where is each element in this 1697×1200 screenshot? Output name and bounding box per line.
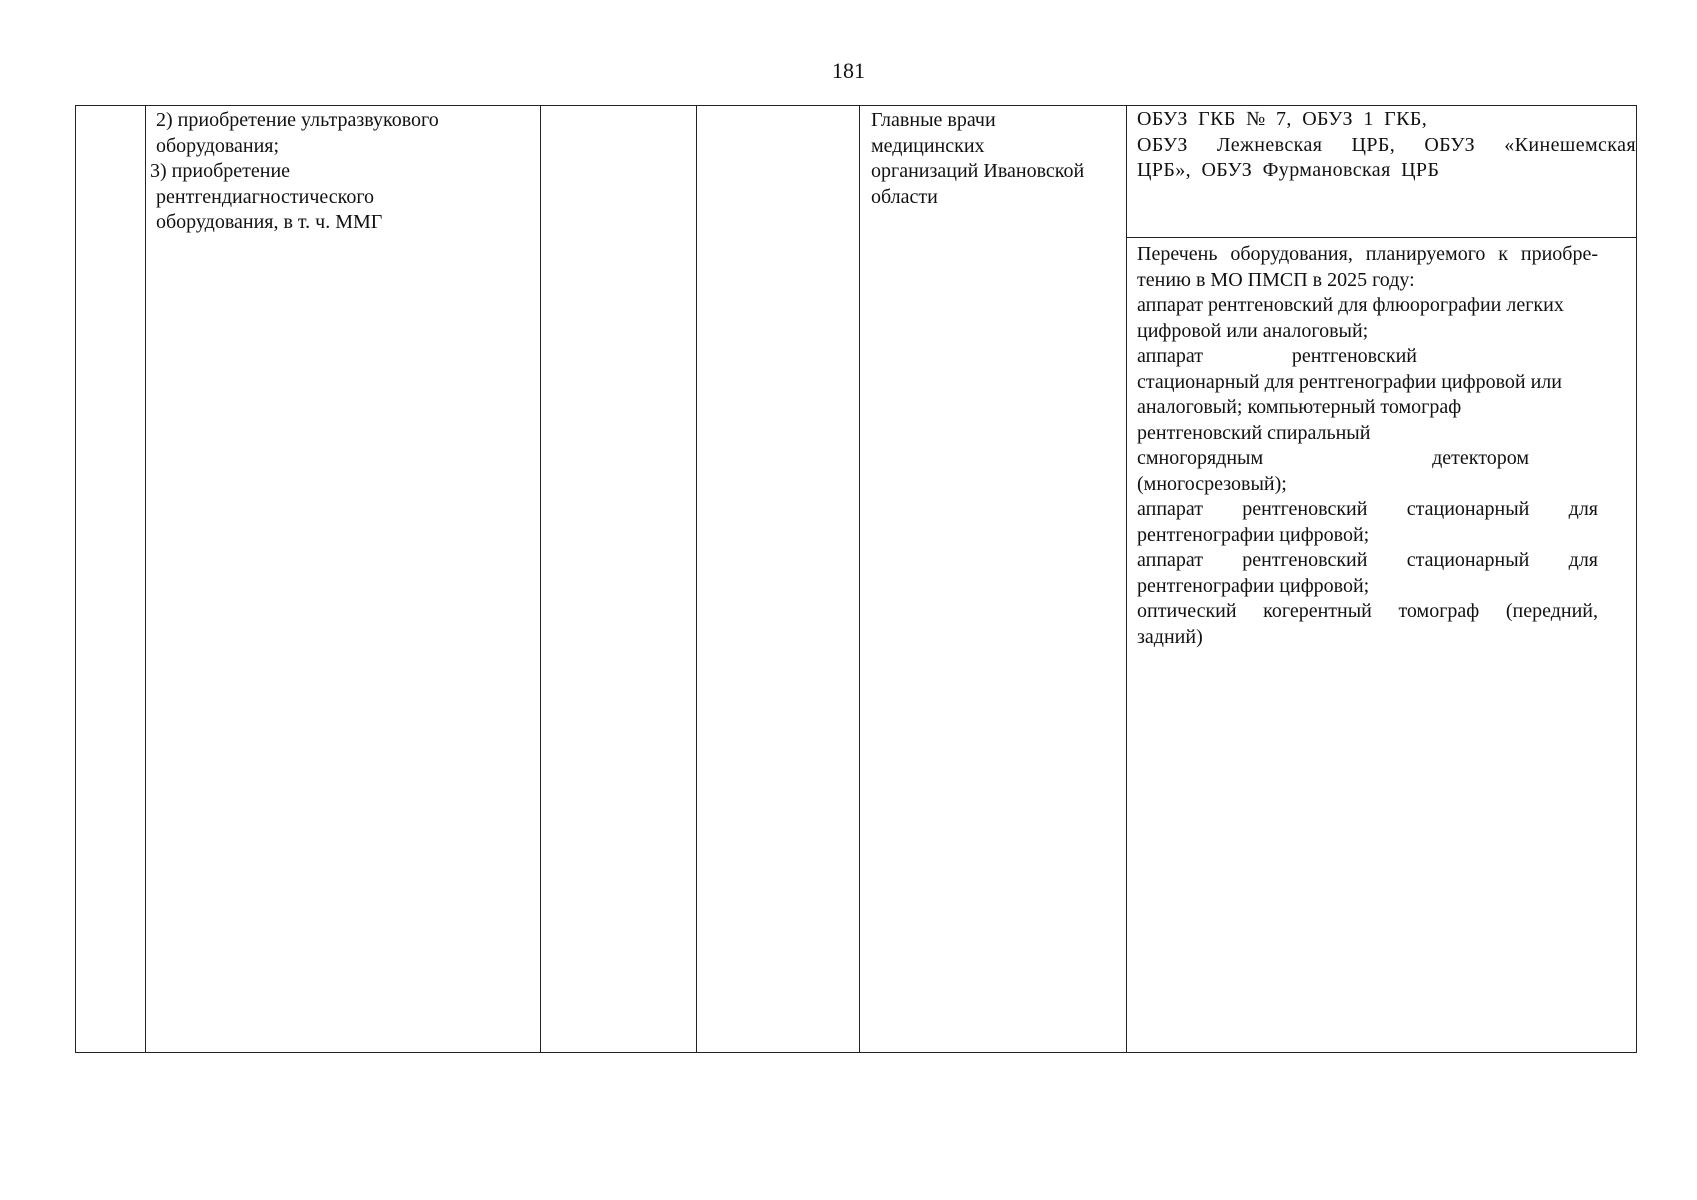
equipment-list-block	[1127, 238, 1636, 1052]
measure-line: 2) приобретение ультразвукового	[156, 109, 439, 131]
row-number-cell	[76, 106, 146, 1053]
organization-line: ОБУЗ Лежневская ЦРБ, ОБУЗ «Кинешемская	[1137, 133, 1636, 156]
responsible-cell	[860, 106, 1127, 1053]
equipment-line: оптический когерентный томограф (передний,	[1137, 600, 1598, 622]
page-number: 181	[832, 58, 865, 83]
equipment-line: Перечень оборудования, планируемого к приобре-	[1137, 243, 1598, 265]
organization-line: ЦРБ», ОБУЗ Фурмановская ЦРБ	[1137, 159, 1440, 181]
empty-cell-deadline-end	[697, 106, 860, 1053]
equipment-line: рентгеновский спиральный	[1137, 421, 1371, 444]
equipment-line: аппарат рентгеновский стационарный для	[1137, 498, 1598, 520]
equipment-line: стационарный для рентгенографии цифровой или	[1137, 370, 1562, 393]
measure-line: рентгендиагностического	[156, 185, 375, 208]
equipment-line: (многосрезовый);	[1137, 472, 1287, 495]
equipment-line: аппарат рентгеновский стационарный для	[1137, 549, 1598, 571]
equipment-line: рентгенографии цифровой;	[1137, 574, 1370, 597]
measure-description-cell	[146, 106, 541, 1053]
equipment-line: аналоговый; компьютерный томограф	[1137, 396, 1462, 418]
equipment-line: тению в МО ПМСП в 2025 году:	[1137, 268, 1415, 291]
measure-line: оборудования, в т. ч. ММГ	[156, 211, 383, 233]
equipment-line: задний)	[1137, 625, 1203, 648]
measures-table	[75, 105, 1637, 1053]
responsible-line: области	[871, 185, 938, 208]
equipment-line: аппарат рентгеновский для флюорографии легких	[1137, 294, 1564, 316]
organization-line: ОБУЗ ГКБ № 7, ОБУЗ 1 ГКБ,	[1137, 108, 1428, 130]
responsible-line: организаций Ивановской	[871, 160, 1085, 182]
measure-line: оборудования;	[156, 134, 280, 157]
equipment-line: аппарат рентгеновский	[1137, 345, 1417, 367]
responsible-line: медицинских	[871, 134, 985, 157]
table-row	[76, 106, 1637, 1053]
measure-line: 3) приобретение	[150, 160, 291, 182]
empty-cell-deadline-start	[541, 106, 697, 1053]
organizations-block	[1127, 106, 1636, 238]
responsible-line: Главные врачи	[871, 109, 996, 131]
equipment-line: рентгенографии цифровой;	[1137, 523, 1370, 546]
equipment-line: цифровой или аналоговый;	[1137, 319, 1369, 342]
equipment-line: смногорядным детектором	[1137, 447, 1529, 469]
result-cell	[1127, 106, 1637, 1053]
